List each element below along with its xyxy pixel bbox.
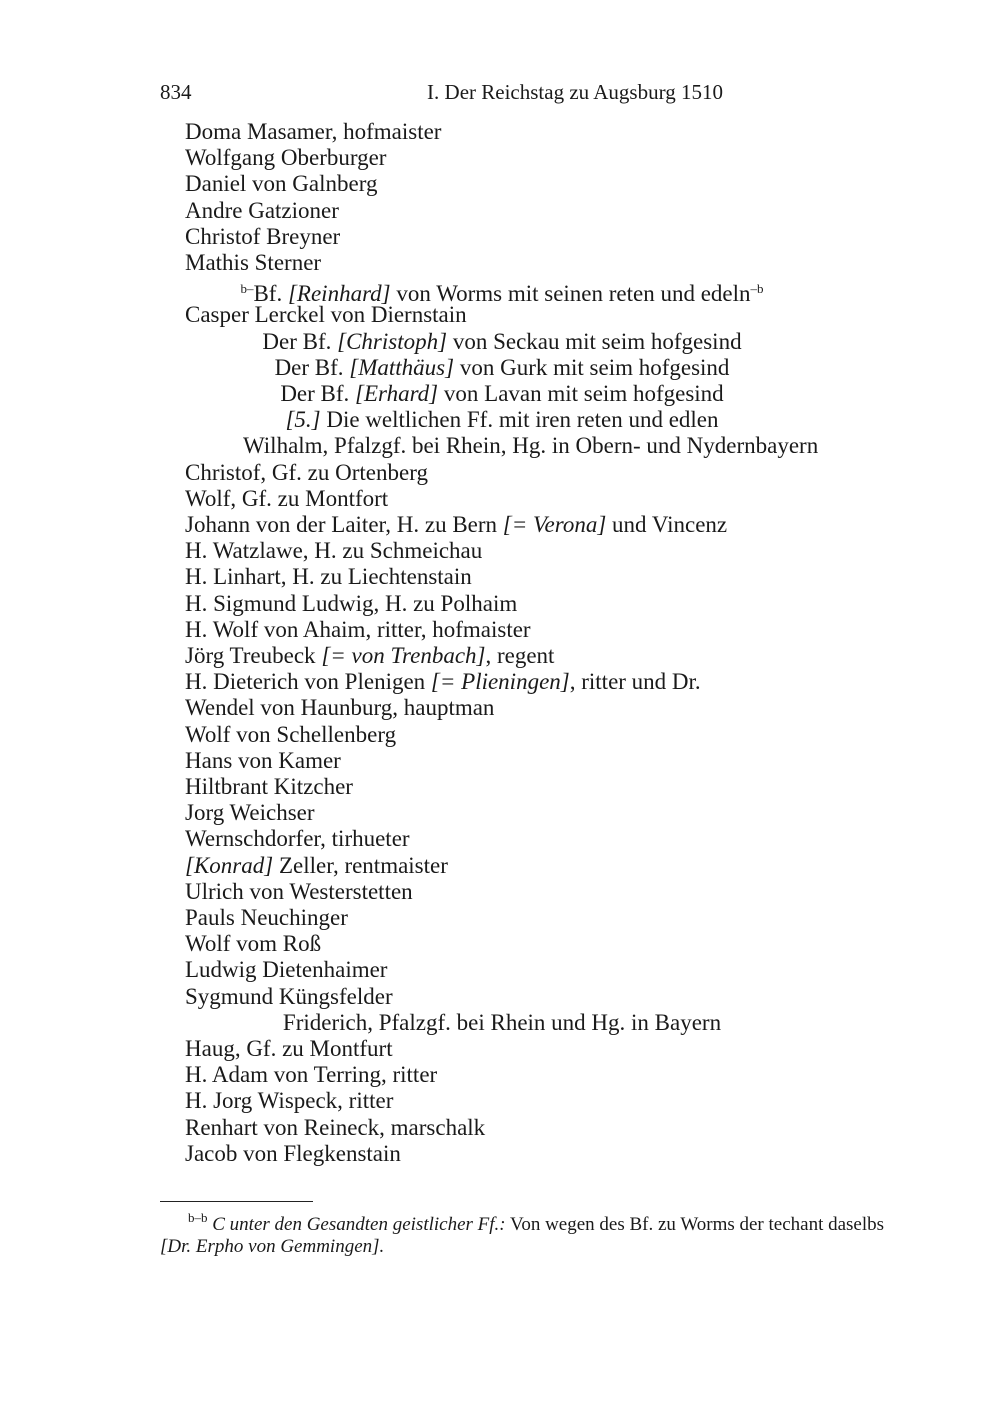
list-item [185, 643, 554, 669]
line-text: Wolf, Gf. zu Montfort [185, 485, 389, 511]
line-text: H. Wolf von Ahaim, ritter, hofmaister [185, 616, 531, 642]
editorial-insertion: [= von Trenbach] [321, 643, 486, 668]
list-item [185, 695, 494, 721]
line-text: Wolf vom Roß [185, 931, 322, 957]
list-item [185, 879, 413, 905]
list-item [185, 224, 340, 250]
line-text: H. Sigmund Ludwig, H. zu Polhaim [185, 590, 518, 616]
line-text: Wendel von Haunburg, hauptman [185, 695, 495, 721]
line-text: Wolfgang Oberburger [185, 145, 387, 171]
line-text: Andre Gatzioner [185, 197, 339, 223]
line-text: Casper Lerckel von Diernstain [185, 302, 467, 328]
footnote-text: [Dr. Erpho von Gemmingen]. [160, 1236, 385, 1257]
line-text: Die weltlichen Ff. mit iren reten und edlen [320, 407, 719, 433]
line-text: Doma Masamer, hofmaister [185, 119, 442, 144]
list-item [185, 826, 410, 852]
list-item [185, 774, 353, 800]
list-item [185, 538, 482, 564]
editorial-insertion: [Konrad] [185, 852, 274, 878]
line-text: von Seckau mit seim hofgesind [447, 328, 742, 354]
list-item [185, 669, 701, 695]
list-item [185, 853, 448, 879]
line-text: Der Bf. [262, 328, 338, 354]
line-text: Zeller, rentmaister [273, 852, 448, 878]
editorial-insertion: [5.] [285, 407, 321, 433]
list-item [185, 119, 441, 145]
line-text: Christof, Gf. zu Ortenberg [185, 459, 428, 485]
list-item [185, 617, 531, 643]
line-text: von Worms mit seinen reten und edeln [390, 281, 751, 307]
line-text: Wolf von Schellenberg [185, 721, 397, 747]
line-text: , ritter und Dr. [569, 669, 701, 695]
editorial-insertion: [Reinhard] [287, 281, 391, 307]
list-item [185, 984, 393, 1010]
list-item [185, 1036, 393, 1062]
line-text: Sygmund Küngsfelder [185, 983, 393, 1009]
line-text: Johann von der Laiter, H. zu Bern [185, 512, 503, 537]
line-text: Ludwig Dietenhaimer [185, 957, 388, 983]
line-text: Jacob von Flegkenstain [185, 1140, 401, 1166]
list-item [185, 591, 517, 617]
footnote-marker: b– [240, 281, 254, 297]
footnote-marker: b–b [188, 1210, 208, 1225]
list-item [185, 931, 321, 957]
section-heading-line [0, 355, 1004, 381]
editorial-insertion: [Christoph] [337, 328, 448, 354]
list-item [185, 800, 315, 826]
editorial-insertion: [= Verona] [502, 512, 607, 537]
footnote-text: Von wegen des Bf. zu Worms der techant daselbs [505, 1214, 885, 1235]
editorial-insertion: [= Plieningen] [430, 669, 570, 695]
section-heading-line [0, 1010, 1004, 1036]
list-item [185, 512, 727, 538]
list-item [185, 1141, 401, 1167]
list-item [185, 1088, 393, 1114]
page-number: 834 [160, 80, 192, 104]
line-text: Der Bf. [274, 354, 350, 380]
line-text: Haug, Gf. zu Montfurt [185, 1036, 393, 1061]
line-text: Hiltbrant Kitzcher [185, 774, 353, 799]
line-text: Bf. [253, 281, 288, 307]
editorial-insertion: [Matthäus] [349, 354, 455, 380]
line-text: Hans von Kamer [185, 747, 341, 773]
section-heading-line [0, 381, 1004, 407]
line-text: Christof Breyner [185, 223, 341, 249]
list-item [185, 1062, 437, 1088]
line-text: Jörg Treubeck [185, 643, 322, 668]
list-item [185, 460, 428, 486]
line-text: H. Jorg Wispeck, ritter [185, 1088, 394, 1114]
list-item [185, 905, 348, 931]
line-text: H. Linhart, H. zu Liechtenstain [185, 564, 472, 590]
line-text: von Lavan mit seim hofgesind [438, 381, 724, 406]
list-item [185, 722, 396, 748]
line-text: Renhart von Reineck, marschalk [185, 1114, 486, 1140]
line-text: Mathis Sterner [185, 250, 322, 275]
line-text: H. Watzlawe, H. zu Schmeichau [185, 538, 483, 564]
page-header [160, 80, 910, 106]
list-item [185, 1115, 485, 1141]
section-heading-line [243, 433, 818, 459]
list-item [185, 302, 467, 328]
line-text: Friderich, Pfalzgf. bei Rhein und Hg. in Bayern [282, 1009, 722, 1035]
editorial-insertion: [Erhard] [355, 381, 439, 406]
line-text: H. Adam von Terring, ritter [185, 1062, 438, 1088]
line-text: Wernschdorfer, tirhueter [185, 826, 410, 852]
line-text: Daniel von Galnberg [185, 171, 378, 197]
line-text: Der Bf. [280, 381, 356, 406]
list-item [185, 486, 388, 512]
section-heading-line [0, 329, 1004, 355]
line-text: und Vincenz [606, 512, 728, 537]
list-item [185, 145, 386, 171]
footnote [160, 1207, 915, 1258]
line-text: von Gurk mit seim hofgesind [454, 354, 730, 380]
line-text: Pauls Neuchinger [185, 905, 348, 930]
list-item [185, 250, 321, 276]
section-heading-line [0, 276, 1004, 307]
line-text: , regent [485, 643, 555, 668]
list-item [185, 957, 387, 983]
line-text: Ulrich von Westerstetten [185, 878, 413, 904]
list-item [185, 171, 377, 197]
footnote-marker: –b [750, 281, 764, 297]
section-heading-line [0, 407, 1004, 433]
line-text: Wilhalm, Pfalzgf. bei Rhein, Hg. in Obern- und Nydernbayern [243, 433, 819, 459]
footnote-text: C unter den Gesandten geistlicher Ff.: [212, 1214, 506, 1235]
running-head: I. Der Reichstag zu Augsburg 1510 [427, 80, 723, 104]
footnote-rule [160, 1201, 313, 1202]
list-item [185, 564, 472, 590]
line-text: Jorg Weichser [185, 800, 315, 826]
list-item [185, 748, 341, 774]
line-text: H. Dieterich von Plenigen [185, 669, 431, 695]
list-item [185, 198, 339, 224]
